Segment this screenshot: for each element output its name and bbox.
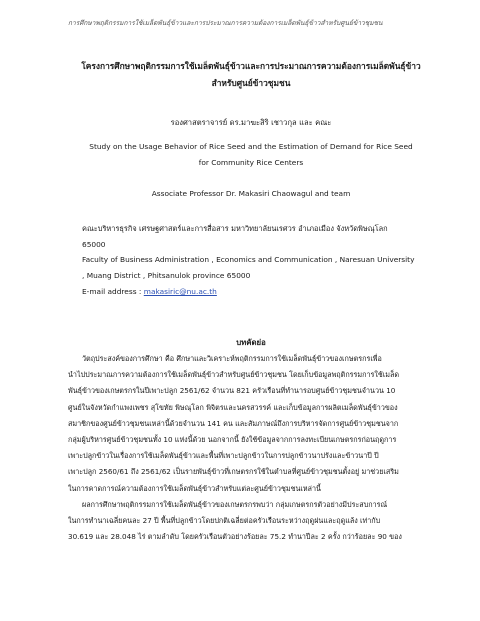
email-label: E-mail address : xyxy=(82,286,144,296)
paper-title-english-line: Study on the Usage Behavior of Rice Seed and the Estimation of Demand for Rice Seed xyxy=(89,142,413,151)
paper-title-thai-line: สำหรับศูนย์ข้าวชุมชน xyxy=(211,78,291,88)
authors-thai: รองศาสตราจารย์ ดร.มาฆะสิริ เชาวกุล และ คณะ xyxy=(170,118,332,127)
affiliation-thai-line: 65000 xyxy=(82,239,106,249)
abstract-line: วัตถุประสงค์ของการศึกษา คือ ศึกษาและวิเคราะห์พฤติกรรมการใช้เมล็ดพันธุ์ข้าวของเกษตรกรเพื่อ xyxy=(82,354,382,363)
abstract-line: ในการคาดการณ์ความต้องการใช้เมล็ดพันธุ์ข้าวสำหรับแต่ละศูนย์ข้าวชุมชนเหล่านี้ xyxy=(68,483,321,493)
affiliation-english-line: , Muang District , Phitsanulok province 65000 xyxy=(82,271,251,281)
email-row xyxy=(82,284,436,300)
abstract-line: ผลการศึกษาพฤติกรรมการใช้เมล็ดพันธุ์ข้าวของเกษตรกรพบว่า กลุ่มเกษตรกรตัวอย่างมีประสบการณ์ xyxy=(82,499,388,509)
abstract-line: นำไปประมาณการความต้องการใช้เมล็ดพันธุ์ข้าวสำหรับศูนย์ข้าวชุมชน โดยเก็บข้อมูลพฤติกรรมการใช้เมล็ด xyxy=(68,370,400,380)
email-link[interactable]: makasiric@nu.ac.th xyxy=(143,286,217,296)
abstract-line: เพาะปลูก 2560/61 ถึง 2561/62 เป็นรายพันธุ์ข้าวที่เกษตรกรใช้ในตำบลที่ศูนย์ข้าวชุมชนตั้งอยู่ มาช่วยเสริม xyxy=(68,467,399,477)
paper-title-thai xyxy=(68,58,434,92)
abstract-line: ในการทำนาเฉลี่ยคนละ 27 ปี พื้นที่ปลูกข้าวโดยปกติเฉลี่ยต่อครัวเรือนระหว่างฤดูฝนและฤดูแล้ง เท่ากับ xyxy=(68,515,381,525)
paper-title-english xyxy=(68,139,434,170)
paper-title-english-line: for Community Rice Centers xyxy=(198,157,304,167)
abstract-line: กลุ่มผู้บริหารศูนย์ข้าวชุมชนทั้ง 10 แห่งนี้ด้วย นอกจากนี้ ยังใช้ข้อมูลจากการลงทะเบียนเกษตรกรก่อนฤดูการ xyxy=(68,434,397,444)
paper-title-thai-line: โครงการศึกษาพฤติกรรมการใช้เมล็ดพันธุ์ข้าวและการประมาณการความต้องการเมล็ดพันธุ์ข้าว xyxy=(81,61,421,71)
abstract-line: ศูนย์ในจังหวัดกำแพงเพชร สุโขทัย พิษณุโลก พิจิตรและนครสวรรค์ และเก็บข้อมูลการผลิตเมล็ดพันธุ์ข้าวของ xyxy=(68,402,398,412)
abstract-body xyxy=(68,351,434,545)
abstract-line: เพาะปลูกข้าวในเรื่องการใช้เมล็ดพันธุ์ข้าวและพื้นที่เพาะปลูกข้าวในการปลูกข้าวนาปรังและข้าวนาปี ปี xyxy=(68,451,379,461)
affiliation-english-line: Faculty of Business Administration , Economics and Communication , Naresuan University xyxy=(82,255,415,265)
affiliation xyxy=(82,221,436,300)
abstract-heading: บทคัดย่อ xyxy=(236,338,266,347)
running-header: การศึกษาพฤติกรรมการใช้เมล็ดพันธุ์ข้าวและการประมาณการความต้องการเมล็ดพันธุ์ข้าวสำหรับศูนย์ข้าวชุมชน xyxy=(68,19,383,27)
affiliation-thai-line: คณะบริหารธุรกิจ เศรษฐศาสตร์และการสื่อสาร มหาวิทยาลัยนเรศวร อำเภอเมือง จังหวัดพิษณุโลก xyxy=(82,224,388,233)
abstract-line: สมาชิกของศูนย์ข้าวชุมชนเหล่านี้ด้วยจำนวน 141 คน และสัมภาษณ์ถึงการบริหารจัดการศูนย์ข้าวชุมชนจาก xyxy=(68,418,399,428)
abstract-line: 30.619 และ 28.048 ไร่ ตามลำดับ โดยครัวเรือนตัวอย่างร้อยละ 75.2 ทำนาปีละ 2 ครั้ง กว่าร้อยละ 90 ของ xyxy=(68,532,402,542)
authors-english: Associate Professor Dr. Makasiri Chaowagul and team xyxy=(151,189,351,198)
abstract-line: พันธุ์ข้าวของเกษตรกรในปีเพาะปลูก 2561/62 จำนวน 821 ครัวเรือนที่ทำนารอบศูนย์ข้าวชุมชนจำนวน 10 xyxy=(68,386,396,396)
